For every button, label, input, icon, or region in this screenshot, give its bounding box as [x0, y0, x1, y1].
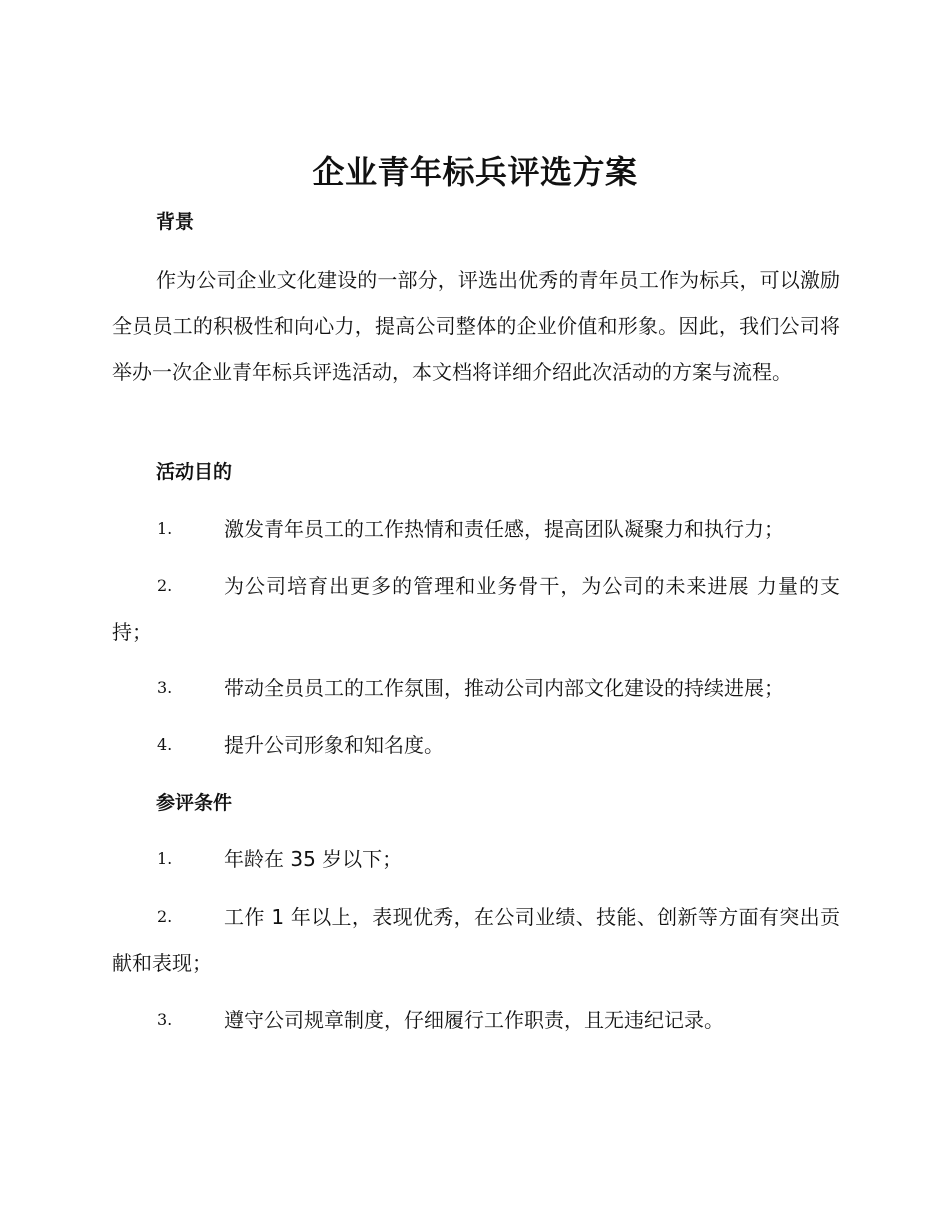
list-number: 3. [157, 1010, 173, 1029]
section-heading-background: 背景 [156, 211, 195, 233]
eligibility-list-item [112, 894, 840, 986]
list-item-text: 提升公司形象和知名度。 [224, 733, 444, 757]
list-number: 2. [157, 576, 173, 595]
section-heading-purpose: 活动目的 [156, 461, 233, 483]
list-item-text: 年龄在 35 岁以下； [224, 847, 403, 871]
list-number: 4. [157, 735, 173, 754]
eligibility-list-item [112, 836, 840, 882]
list-item-text: 工作 1 年以上，表现优秀，在公司业绩、技能、创新等方面有突出贡献和表现； [112, 905, 840, 975]
eligibility-list-item [112, 997, 840, 1043]
list-item-text: 激发青年员工的工作热情和责任感，提高团队凝聚力和执行力； [224, 517, 784, 541]
purpose-list-item [112, 563, 840, 655]
purpose-list-item [112, 665, 840, 711]
list-item-text: 为公司培育出更多的管理和业务骨干，为公司的未来进展 力量的支持； [112, 574, 840, 644]
list-number: 1. [157, 849, 173, 868]
purpose-list-item [112, 506, 840, 552]
list-number: 2. [157, 907, 173, 926]
list-number: 3. [157, 678, 173, 697]
background-paragraph: 作为公司企业文化建设的一部分，评选出优秀的青年员工作为标兵，可以激励全员员工的积极性和向心力，提高公司整体的企业价值和形象。因此，我们公司将举办一次企业青年标兵评选活动，本文档将详细介绍此次活动的方案与流程。 [112, 268, 840, 384]
list-number: 1. [157, 519, 173, 538]
list-item-text: 遵守公司规章制度，仔细履行工作职责，且无违纪记录。 [224, 1008, 724, 1032]
document-title: 企业青年标兵评选方案 [312, 153, 638, 191]
section-heading-eligibility: 参评条件 [156, 792, 233, 814]
list-item-text: 带动全员员工的工作氛围，推动公司内部文化建设的持续进展； [224, 676, 784, 700]
purpose-list-item [112, 722, 840, 768]
